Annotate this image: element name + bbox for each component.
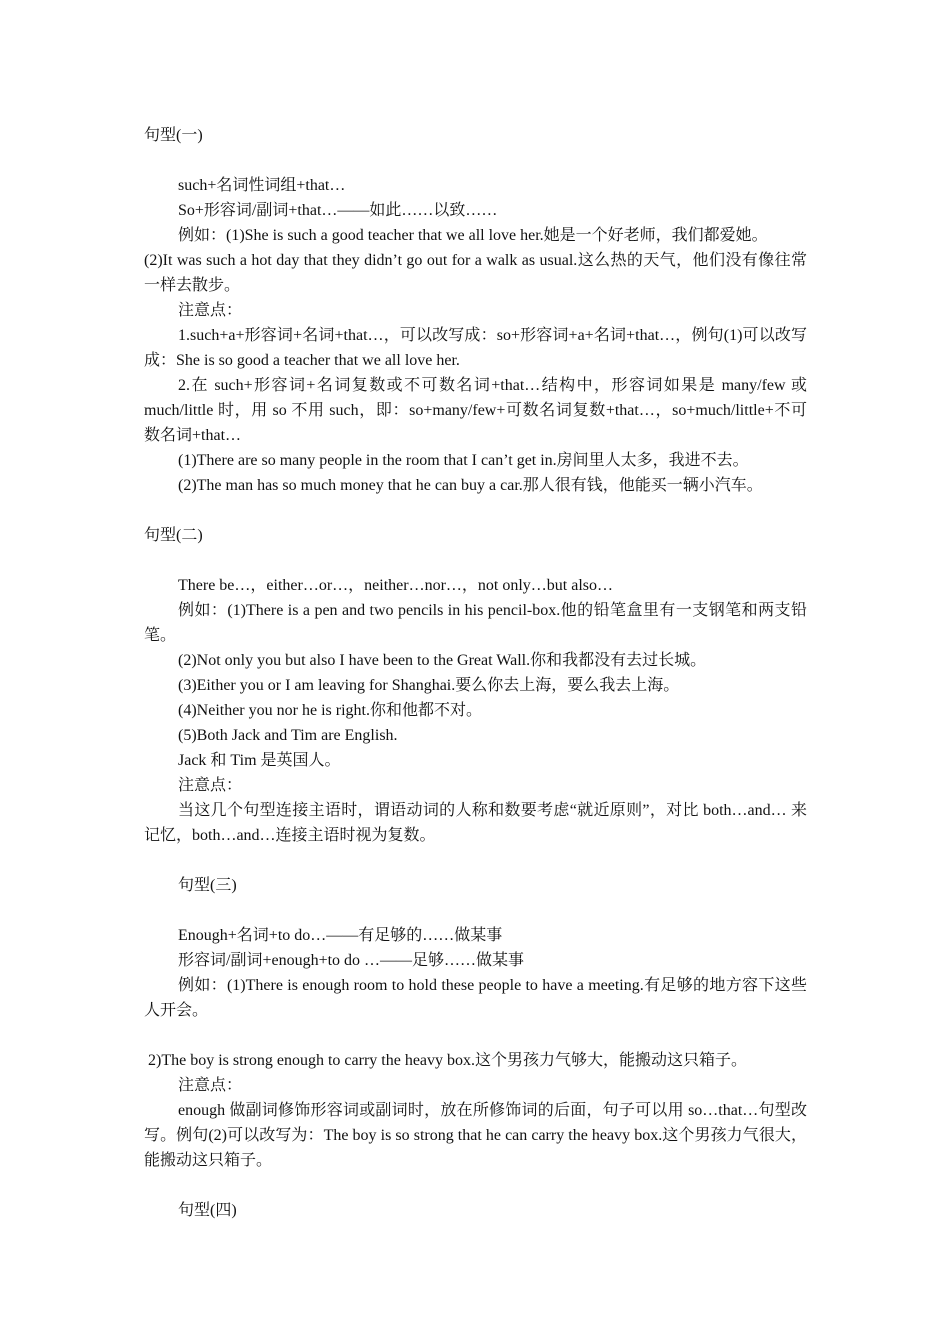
paragraph: There be…，either…or…，neither…nor…，not only…but also… bbox=[178, 577, 614, 594]
paragraph: such+名词性词组+that… bbox=[178, 177, 346, 194]
spacer bbox=[144, 1173, 807, 1198]
section-heading-3: 句型(三) bbox=[178, 877, 237, 894]
section-heading-2: 句型(二) bbox=[144, 527, 203, 544]
note-label: 注意点： bbox=[178, 1077, 243, 1094]
paragraph: 例如：(1)There is a pen and two pencils in his pencil-box.他的铅笔盒里有一支钢笔和两支铅笔。 bbox=[144, 602, 807, 644]
section-heading-4: 句型(四) bbox=[178, 1202, 237, 1219]
paragraph: 当这几个句型连接主语时，谓语动词的人称和数要考虑“就近原则”，对比 both…and… 来记忆，both…and…连接主语时视为复数。 bbox=[144, 802, 807, 844]
document-body bbox=[144, 123, 807, 1223]
paragraph: enough 做副词修饰形容词或副词时，放在所修饰词的后面，句子可以用 so…that…句型改写。例句(2)可以改写为：The boy is so strong that he can carry the heavy box.这个男孩力气很大，能搬动这只箱子。 bbox=[144, 1102, 807, 1169]
paragraph: 2)The boy is strong enough to carry the heavy box.这个男孩力气够大，能搬动这只箱子。 bbox=[148, 1052, 748, 1069]
note-label: 注意点： bbox=[178, 302, 243, 319]
paragraph: 1.such+a+形容词+名词+that…，可以改写成：so+形容词+a+名词+that…，例句(1)可以改写成：She is so good a teacher that we all love her. bbox=[144, 327, 807, 369]
paragraph: Enough+名词+to do…——有足够的……做某事 bbox=[178, 927, 503, 944]
paragraph: (2)Not only you but also I have been to the Great Wall.你和我都没有去过长城。 bbox=[178, 652, 707, 669]
spacer bbox=[144, 848, 807, 873]
paragraph: (5)Both Jack and Tim are English. bbox=[178, 727, 398, 744]
paragraph: (2)It was such a hot day that they didn’t go out for a walk as usual.这么热的天气，他们没有像往常一样去散步。 bbox=[144, 252, 807, 294]
section-heading-1: 句型(一) bbox=[144, 127, 203, 144]
paragraph: 例如：(1)There is enough room to hold these people to have a meeting.有足够的地方容下这些人开会。 bbox=[144, 977, 807, 1019]
paragraph: Jack 和 Tim 是英国人。 bbox=[178, 752, 341, 769]
paragraph: So+形容词/副词+that…——如此……以致…… bbox=[178, 202, 498, 219]
paragraph: 例如：(1)She is such a good teacher that we all love her.她是一个好老师，我们都爱她。 bbox=[178, 227, 768, 244]
paragraph: (1)There are so many people in the room that I can’t get in.房间里人太多，我进不去。 bbox=[178, 452, 749, 469]
paragraph: (3)Either you or I am leaving for Shanghai.要么你去上海，要么我去上海。 bbox=[178, 677, 680, 694]
paragraph: 2.在 such+形容词+名词复数或不可数名词+that…结构中，形容词如果是 many/few 或 much/little 时，用 so 不用 such，即：so+many/few+可数名词复数+that…，so+much/little+不可数名词+that… bbox=[144, 377, 807, 444]
spacer bbox=[144, 898, 807, 923]
spacer bbox=[144, 1023, 807, 1048]
spacer bbox=[144, 548, 807, 573]
paragraph: (4)Neither you nor he is right.你和他都不对。 bbox=[178, 702, 482, 719]
note-label: 注意点： bbox=[178, 777, 243, 794]
paragraph: (2)The man has so much money that he can buy a car.那人很有钱，他能买一辆小汽车。 bbox=[178, 477, 763, 494]
paragraph: 形容词/副词+enough+to do …——足够……做某事 bbox=[178, 952, 525, 969]
spacer bbox=[144, 498, 807, 523]
spacer bbox=[144, 148, 807, 173]
